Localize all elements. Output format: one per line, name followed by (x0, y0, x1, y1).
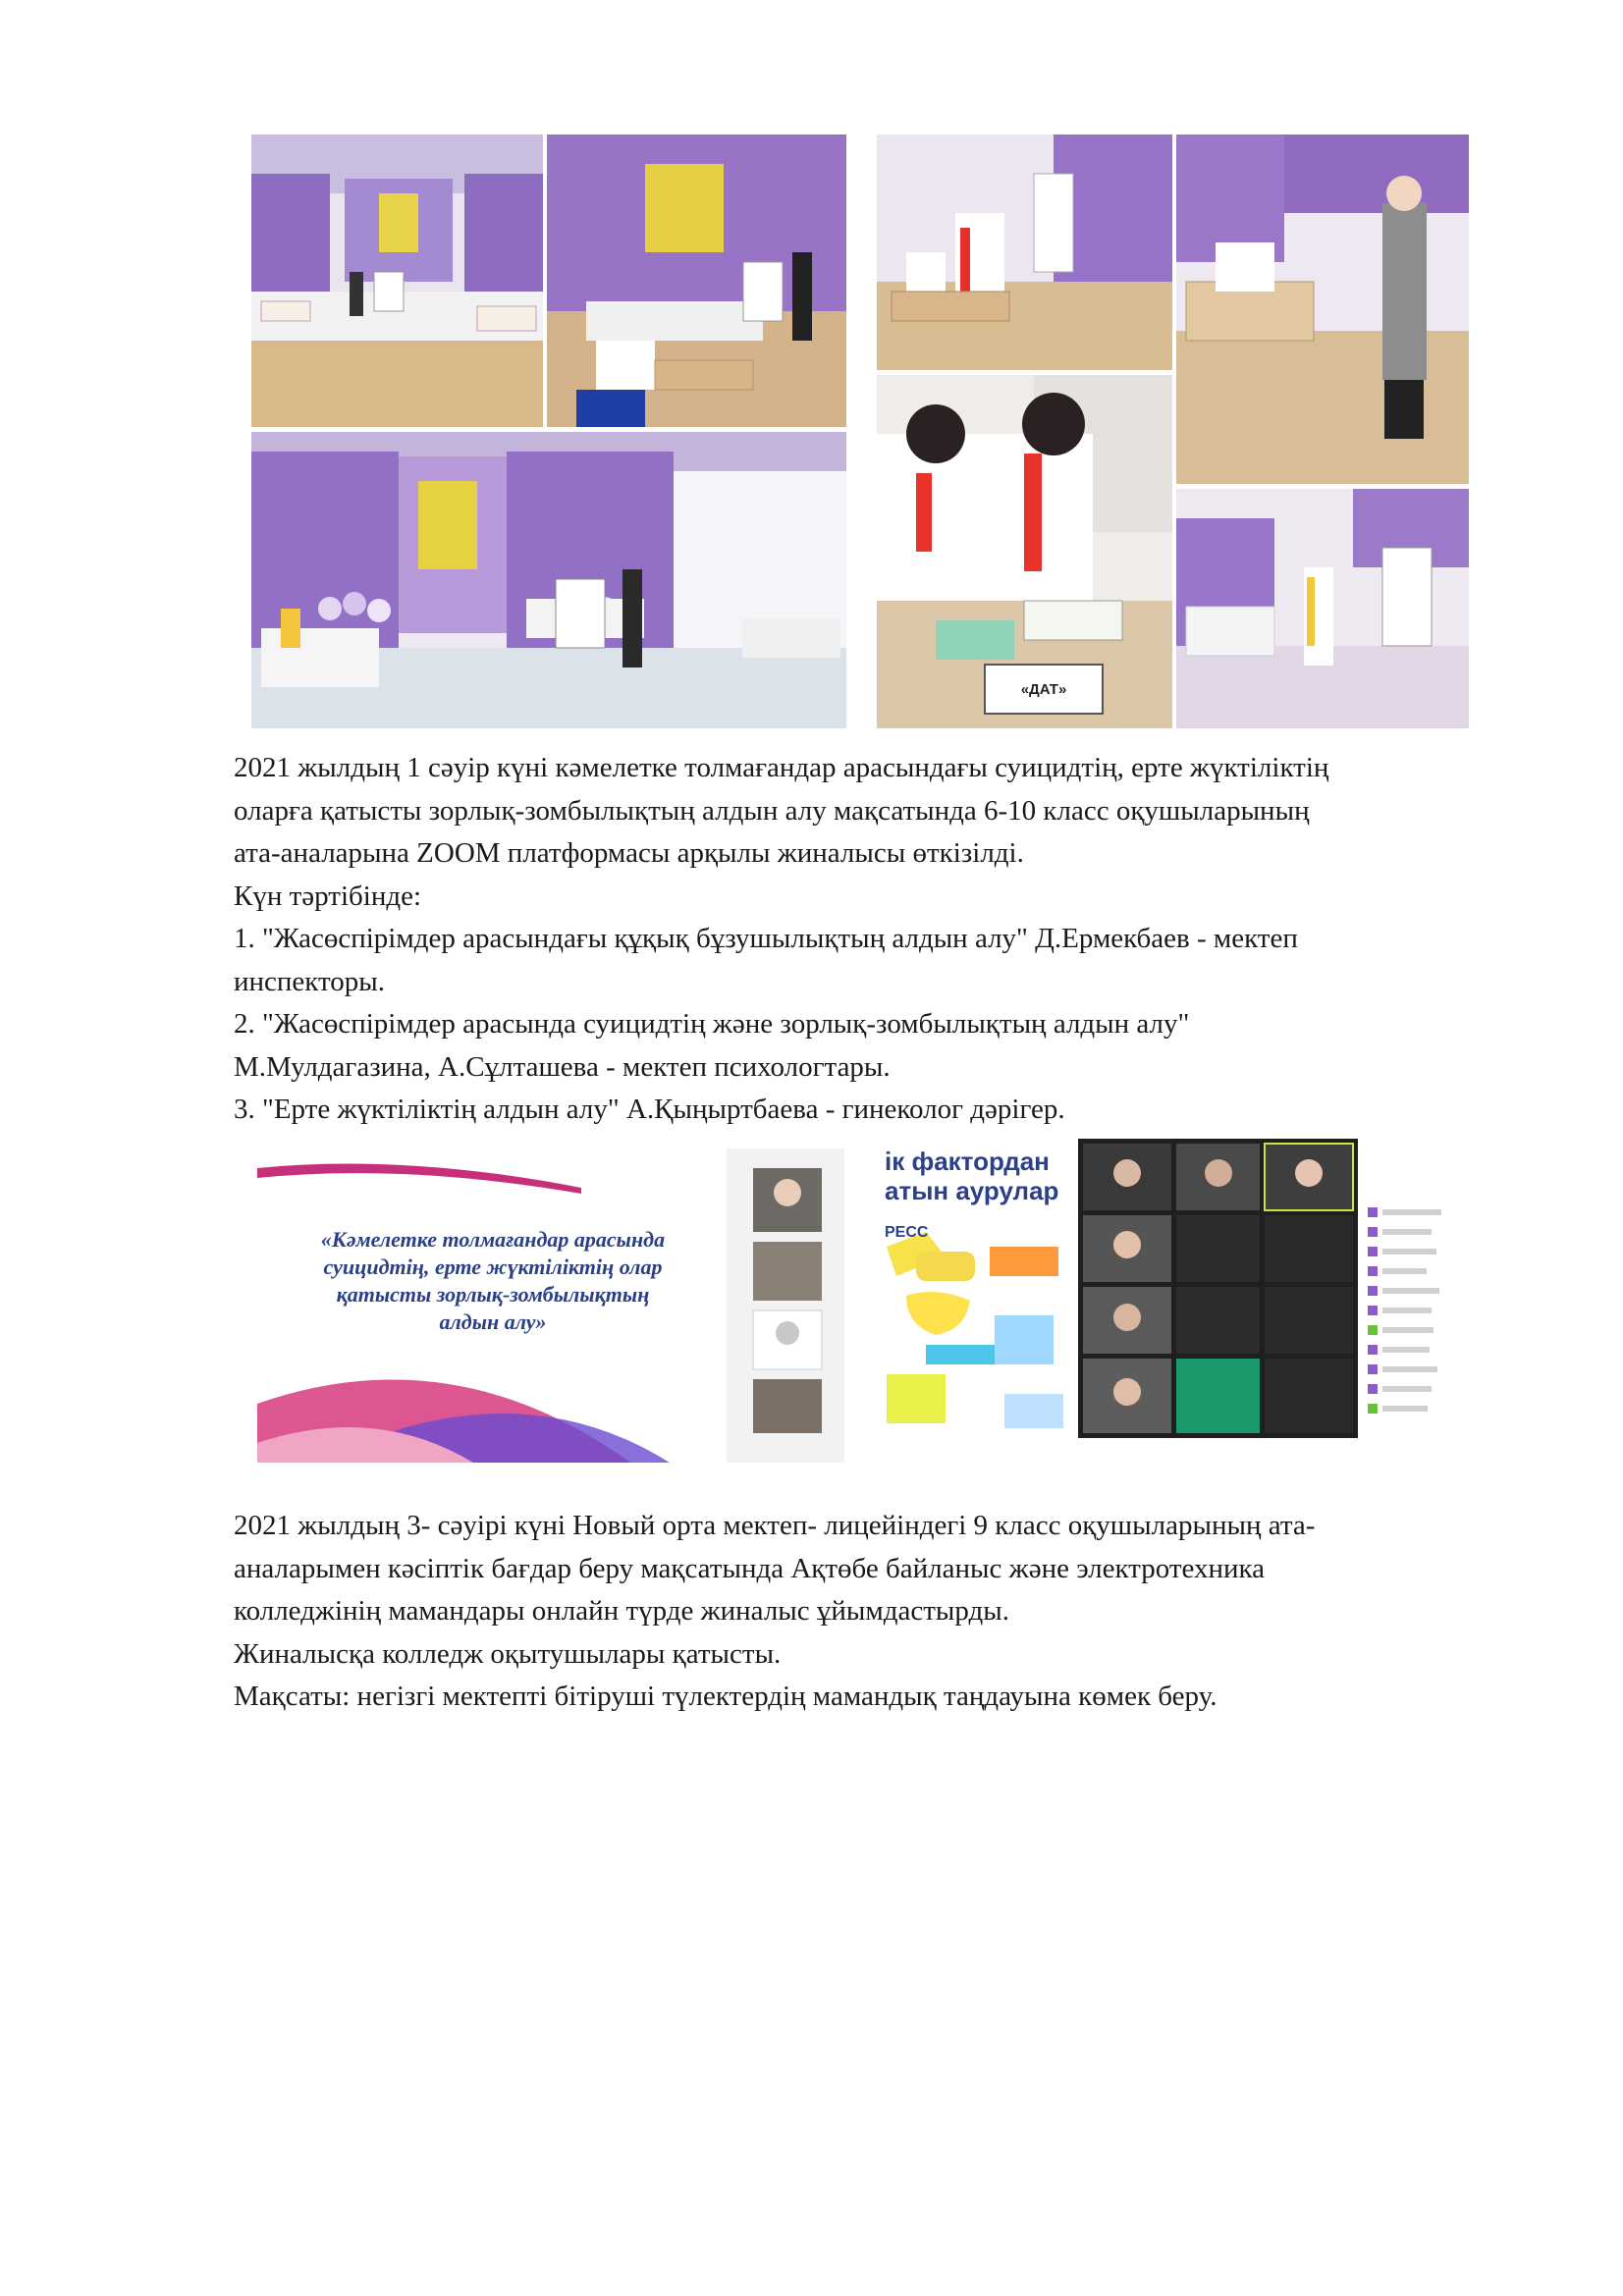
slide-title-line: суицидтің, ерте жүктіліктің олар (323, 1255, 663, 1279)
paragraph-line: колледжінің мамандары онлайн түрде жиналыс ұйымдастырды. (234, 1595, 1010, 1627)
agenda-line: инспекторы. (234, 965, 386, 997)
agenda-line: 2. "Жасөспірімдер арасында суицидтің және зорлық-зомбылықтың алдын алу" (234, 1008, 1190, 1040)
photo-auditorium-wide (251, 134, 543, 427)
agenda-line: 1. "Жасөспірімдер арасындағы құқық бұзушылықтың алдын алу" Д.Ермекбаев - мектеп (234, 923, 1298, 954)
agenda-line: М.Мулдагазина, А.Сұлташева - мектеп психологтары. (234, 1050, 891, 1083)
photo-students-desk (547, 134, 846, 427)
paragraph-line: 2021 жылдың 3- сәуірі күні Новый орта мектеп- лицейіндегі 9 класс оқушыларының ата- (234, 1510, 1316, 1541)
paragraph-line: оларға қатысты зорлық-зомбылықтың алдын алу мақсатында 6-10 класс оқушыларының (234, 794, 1310, 827)
slide-title-line: алдын алу» (439, 1309, 547, 1334)
paragraph-line: 2021 жылдың 1 сәуір күні кәмелетке толмағандар арасындағы суицидтің, ерте жүктіліктің (234, 752, 1329, 783)
screenshot-zoom-gallery (877, 1139, 1466, 1438)
photo-teacher-standing (1176, 134, 1469, 484)
photo-two-students (877, 134, 1172, 370)
paragraph-line: Мақсаты: негізгі мектепті бітіруші түлектердің мамандық таңдауына көмек беру. (234, 1681, 1217, 1712)
placard-label: «ДАТ» (1020, 680, 1067, 698)
slide-title-line: «Кәмелетке толмағандар арасында (320, 1227, 666, 1252)
paragraph-line: Жиналысқа колледж оқытушылары қатысты. (234, 1637, 782, 1670)
zoom-slide-heading: ік фактордан (885, 1147, 1050, 1176)
photo-student-presenting (1176, 489, 1469, 728)
section2-text (234, 1505, 1510, 1719)
paragraph-line: ата-аналарына ZOOM платформасы арқылы жиналысы өткізілді. (234, 837, 1024, 869)
zoom-slide-heading: атын аурулар (885, 1176, 1059, 1205)
slide-title-line: қатысты зорлық-зомбылықтың (336, 1282, 650, 1307)
photo-student-placard (877, 375, 1172, 728)
photo-stage-flipchart (251, 432, 846, 728)
agenda-line: 3. "Ерте жүктіліктің алдын алу" А.Қыңыртбаева - гинеколог дәрігер. (234, 1094, 1065, 1125)
screenshot-presentation-slide (257, 1148, 844, 1463)
section1-text (234, 747, 1510, 1132)
paragraph-line: аналарымен кәсіптік бағдар беру мақсатында Ақтөбе байланыс және электротехника (234, 1552, 1266, 1584)
zoom-slide-stress: РЕСС (885, 1224, 929, 1241)
agenda-title: Күн тәртібінде: (234, 880, 422, 912)
